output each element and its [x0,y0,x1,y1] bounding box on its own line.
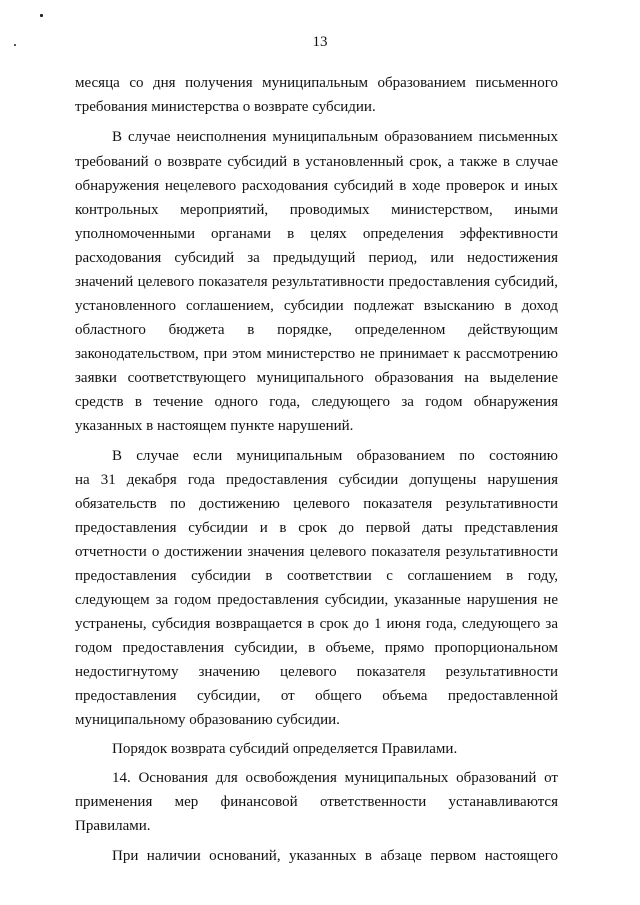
text-line: следующем за годом предоставления субсидии, указанные нарушения не [75,592,558,608]
text-line: обязательств по достижению целевого показателя результативности [75,496,558,512]
text-line: значений целевого показателя результативности предоставления субсидий, [75,274,558,290]
text-line: В случае неисполнения муниципальным образованием письменных [112,129,558,145]
text-line: 14. Основания для освобождения муниципальных образований от [112,770,558,786]
text-line: недостигнутому значению целевого показателя результативности [75,664,558,680]
text-line: муниципальному образованию субсидии. [75,712,340,728]
text-line: обнаружения нецелевого расходования субсидий в ходе проверок и иных [75,178,558,194]
text-line: предоставления субсидии, от общего объема предоставленной [75,688,558,704]
text-line: законодательством, при этом министерство не принимает к рассмотрению [75,346,558,362]
text-line: установленного соглашением, субсидии подлежат взысканию в доход [75,298,558,314]
text-line: месяца со дня получения муниципальным образованием письменного [75,75,558,91]
scan-speck [40,14,43,17]
text-line: Порядок возврата субсидий определяется Правилами. [112,741,458,757]
text-line: уполномоченными органами в целях определения эффективности [75,226,558,242]
text-line: на 31 декабря года предоставления субсидии допущены нарушения [75,472,558,488]
text-line: контрольных мероприятий, проводимых министерством, иными [75,202,558,218]
text-line: применения мер финансовой ответственности устанавливаются [75,794,558,810]
page-number: 13 [312,34,328,50]
text-line: требования министерства о возврате субсидии. [75,99,376,115]
text-line: В случае если муниципальным образованием по состоянию [112,448,558,464]
text-line: расходования субсидий за предыдущий период, или недостижения [75,250,558,266]
text-line: предоставления субсидии в соответствии с соглашением в году, [75,568,558,584]
text-line: При наличии оснований, указанных в абзаце первом настоящего [112,848,558,864]
text-line: предоставления субсидии и в срок до первой даты представления [75,520,558,536]
text-line: устранены, субсидия возвращается в срок до 1 июня года, следующего за [75,616,558,632]
text-line: годом предоставления субсидии, в объеме, прямо пропорциональном [75,640,558,656]
text-line: средств в течение одного года, следующего за годом обнаружения [75,394,558,410]
text-line: требований о возврате субсидий в установленный срок, а также в случае [75,154,558,170]
text-line: заявки соответствующего муниципального образования на выделение [75,370,558,386]
text-line: отчетности о достижении значения целевого показателя результативности [75,544,558,560]
text-line: Правилами. [75,818,151,834]
text-line: областного бюджета в порядке, определенном действующим [75,322,558,338]
text-line: указанных в настоящем пункте нарушений. [75,418,354,434]
